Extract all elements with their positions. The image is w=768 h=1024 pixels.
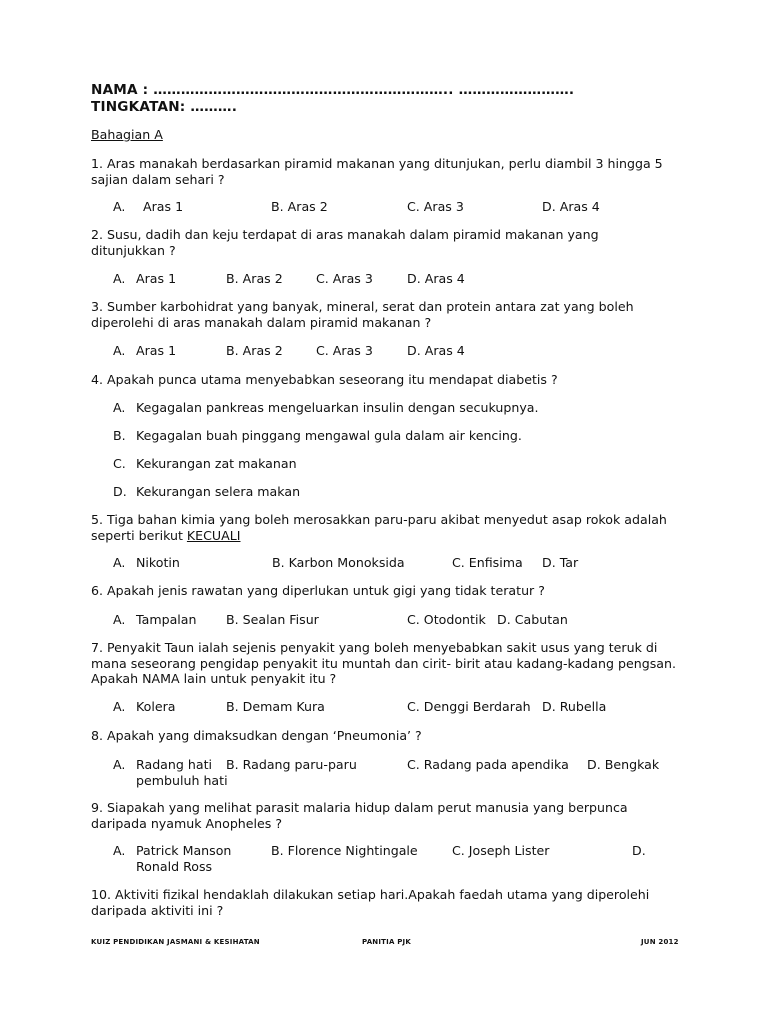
footer-right: JUN 2012: [641, 938, 679, 946]
q4-option-b: Kegagalan buah pinggang mengawal gula dalam air kencing.: [136, 428, 522, 443]
q6-option-d: D. Cabutan: [497, 612, 568, 627]
q7-option-c: C. Denggi Berdarah: [407, 699, 531, 714]
q9-option-a: Patrick Manson: [136, 843, 232, 858]
q3-option-c: C. Aras 3: [316, 343, 373, 358]
q2-option-d: D. Aras 4: [407, 271, 465, 286]
q1-option-b: B. Aras 2: [271, 199, 328, 214]
q2-option-b: B. Aras 2: [226, 271, 283, 286]
section-title: Bahagian A: [91, 127, 163, 142]
q4-option-b-letter: B.: [113, 428, 126, 443]
q6-option-b: B. Sealan Fisur: [226, 612, 319, 627]
q9-option-b: B. Florence Nightingale: [271, 843, 418, 858]
q3-option-b: B. Aras 2: [226, 343, 283, 358]
q3-option-a: Aras 1: [136, 343, 177, 358]
q1-option-d: D. Aras 4: [542, 199, 600, 214]
q8-line-1: 8. Apakah yang dimaksudkan dengan ‘Pneumonia’ ?: [91, 728, 422, 743]
q9-option-c: C. Joseph Lister: [452, 843, 550, 858]
q6-option-a: Tampalan: [136, 612, 197, 627]
q1-option-a-letter: A.: [113, 199, 126, 214]
q4-option-d: Kekurangan selera makan: [136, 484, 301, 499]
q3-line-2: diperolehi di aras manakah dalam piramid makanan ?: [91, 315, 432, 330]
q8-option-a-letter: A.: [113, 757, 126, 772]
q8-option-c: C. Radang pada apendika: [407, 757, 569, 772]
q10-line-1: 10. Aktiviti fizikal hendaklah dilakukan setiap hari.Apakah faedah utama yang diperolehi: [91, 887, 650, 902]
q5-option-b: B. Karbon Monoksida: [272, 555, 405, 570]
q8-option-a: Radang hati: [136, 757, 213, 772]
tingkatan-line: TINGKATAN: ……….: [91, 99, 238, 115]
q2-option-c: C. Aras 3: [316, 271, 373, 286]
q10-line-2: daripada aktiviti ini ?: [91, 903, 224, 918]
q5-option-d: D. Tar: [542, 555, 579, 570]
q2-option-a-letter: A.: [113, 271, 126, 286]
q7-option-b: B. Demam Kura: [226, 699, 325, 714]
q1-line-1: 1. Aras manakah berdasarkan piramid makanan yang ditunjukan, perlu diambil 3 hingga 5: [91, 156, 663, 171]
q6-option-c: C. Otodontik: [407, 612, 486, 627]
q2-option-a: Aras 1: [136, 271, 177, 286]
q1-option-c: C. Aras 3: [407, 199, 464, 214]
footer-left: KUIZ PENDIDIKAN JASMANI & KESIHATAN: [91, 938, 260, 946]
q4-option-a-letter: A.: [113, 400, 126, 415]
q7-option-a-letter: A.: [113, 699, 126, 714]
q7-line-3: Apakah NAMA lain untuk penyakit itu ?: [91, 671, 337, 686]
q5-line-2-prefix: seperti berikut: [91, 528, 187, 543]
q9-line-2: daripada nyamuk Anopheles ?: [91, 816, 283, 831]
q5-option-a: Nikotin: [136, 555, 180, 570]
q7-line-1: 7. Penyakit Taun ialah sejenis penyakit yang boleh menyebabkan sakit usus yang teruk di: [91, 640, 658, 655]
q8-option-d: D. Bengkak: [587, 757, 660, 772]
q4-option-d-letter: D.: [113, 484, 127, 499]
q7-line-2: mana seseorang pengidap penyakit itu muntah dan cirit- birit atau kadang-kadang pengsan.: [91, 656, 676, 671]
q6-option-a-letter: A.: [113, 612, 126, 627]
q4-line-1: 4. Apakah punca utama menyebabkan seseorang itu mendapat diabetis ?: [91, 372, 558, 387]
q9-option-d-cont: Ronald Ross: [136, 859, 213, 874]
q7-option-d: D. Rubella: [542, 699, 607, 714]
q3-line-1: 3. Sumber karbohidrat yang banyak, mineral, serat dan protein antara zat yang boleh: [91, 299, 634, 314]
q9-option-d: D.: [632, 843, 646, 858]
q7-option-a: Kolera: [136, 699, 176, 714]
q9-line-1: 9. Siapakah yang melihat parasit malaria hidup dalam perut manusia yang berpunca: [91, 800, 628, 815]
footer-center: PANITIA PJK: [362, 938, 411, 946]
q5-option-a-letter: A.: [113, 555, 126, 570]
q2-line-2: ditunjukkan ?: [91, 243, 176, 258]
q5-line-1: 5. Tiga bahan kimia yang boleh merosakkan paru-paru akibat menyedut asap rokok adalah: [91, 512, 667, 527]
q8-option-b: B. Radang paru-paru: [226, 757, 357, 772]
q3-option-a-letter: A.: [113, 343, 126, 358]
q1-line-2: sajian dalam sehari ?: [91, 172, 225, 187]
q4-option-c-letter: C.: [113, 456, 126, 471]
q6-line-1: 6. Apakah jenis rawatan yang diperlukan untuk gigi yang tidak teratur ?: [91, 583, 545, 598]
q8-option-d-cont: pembuluh hati: [136, 773, 228, 788]
q5-line-2: [91, 528, 241, 544]
q2-line-1: 2. Susu, dadih dan keju terdapat di aras manakah dalam piramid makanan yang: [91, 227, 599, 242]
q5-option-c: C. Enfisima: [452, 555, 523, 570]
q3-option-d: D. Aras 4: [407, 343, 465, 358]
q4-option-a: Kegagalan pankreas mengeluarkan insulin dengan secukupnya.: [136, 400, 539, 415]
nama-line: NAMA : ……………………………………………………….. …………………….: [91, 82, 575, 98]
q9-option-a-letter: A.: [113, 843, 126, 858]
q5-kecuali: KECUALI: [186, 528, 241, 543]
q1-option-a: Aras 1: [143, 199, 184, 214]
q4-option-c: Kekurangan zat makanan: [136, 456, 297, 471]
